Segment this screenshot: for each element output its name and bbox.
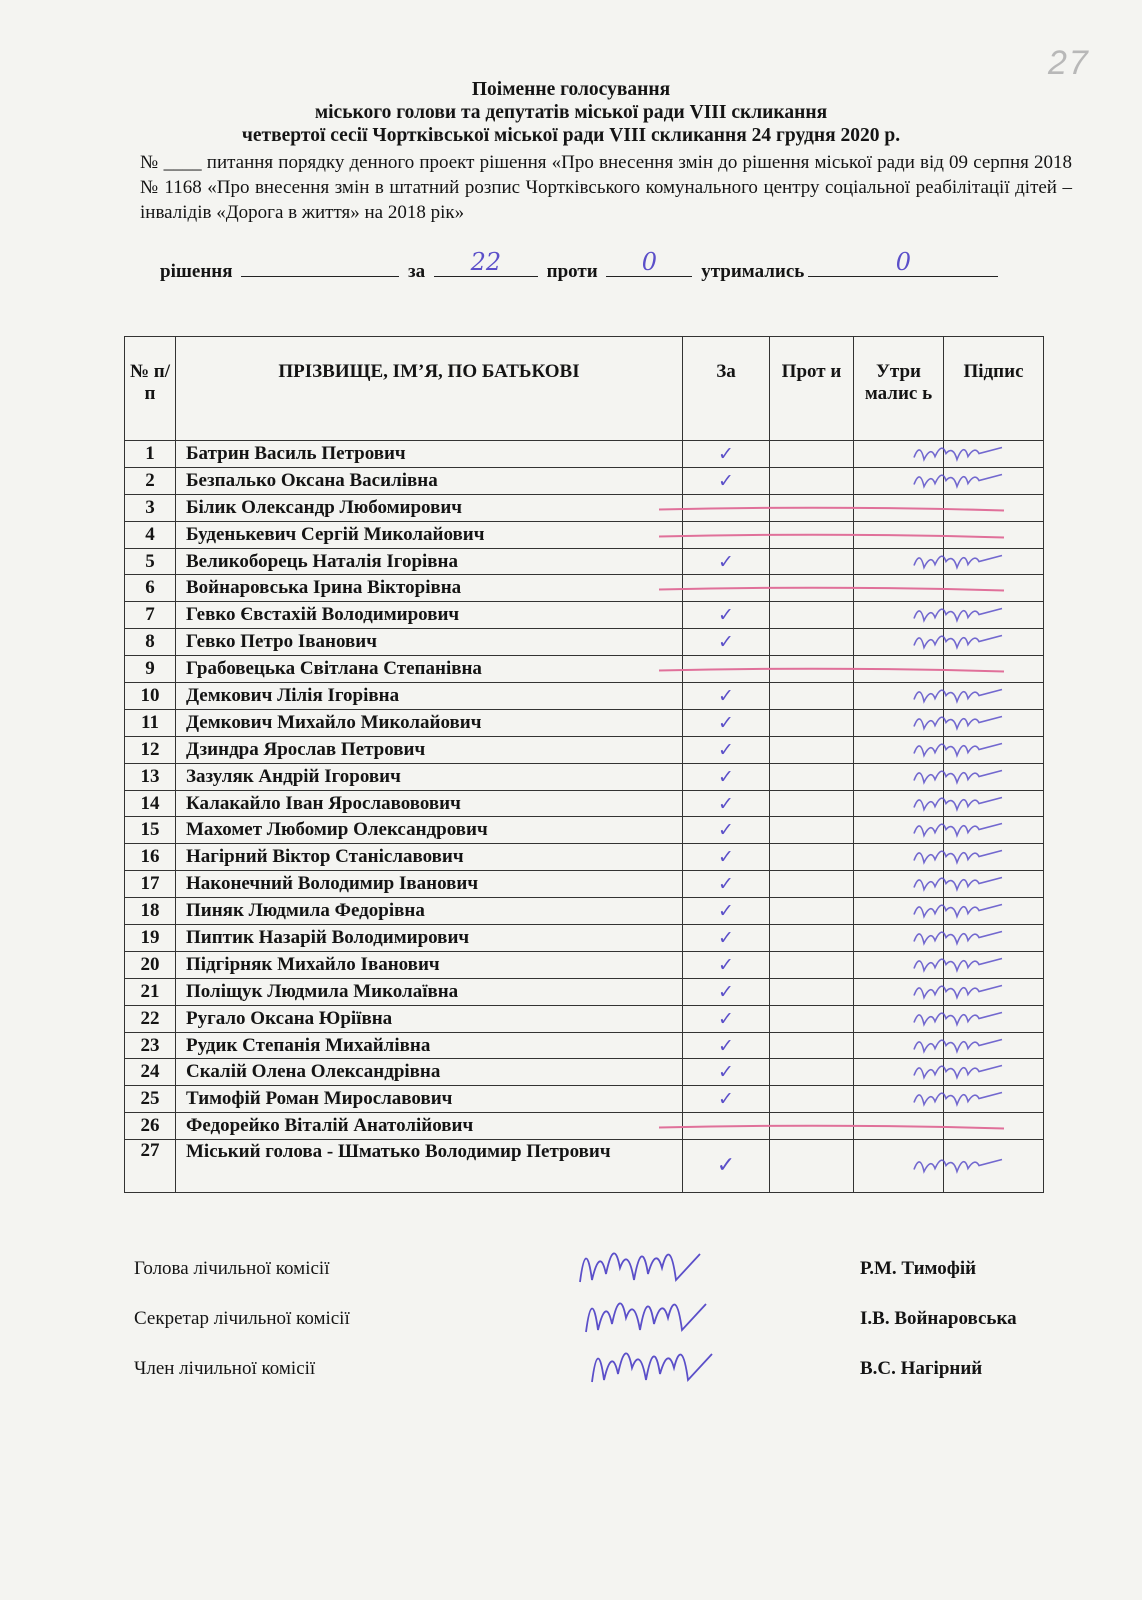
deputy-name: Грабовецька Світлана Степанівна — [176, 656, 683, 683]
for-count: 22 — [470, 248, 502, 276]
row-number: 26 — [125, 1113, 176, 1140]
vote-for-cell: ✓ — [683, 441, 770, 468]
header-against: Прот и — [770, 337, 854, 441]
deputy-name: Войнаровська Ірина Вікторівна — [176, 575, 683, 602]
table-row — [125, 709, 1044, 736]
deputy-name: Зазуляк Андрій Ігорович — [176, 763, 683, 790]
abstained-count: 0 — [895, 248, 911, 276]
signature-cell — [944, 898, 1044, 925]
deputy-name: Буденькевич Сергій Миколайович — [176, 521, 683, 548]
vote-for-cell: ✓ — [683, 1059, 770, 1086]
deputy-name: Нагірний Віктор Станіславович — [176, 844, 683, 871]
heading-line-3: четвертої сесії Чортківської міської ради VIII скликання 24 грудня 2020 р. — [241, 125, 901, 146]
signature-cell — [944, 441, 1044, 468]
table-row — [125, 602, 1044, 629]
table-row — [125, 467, 1044, 494]
row-number: 4 — [125, 521, 176, 548]
deputy-name: Гевко Євстахій Володимирович — [176, 602, 683, 629]
table-row — [125, 1059, 1044, 1086]
deputy-name: Махомет Любомир Олександрович — [176, 817, 683, 844]
vote-against-cell — [770, 951, 854, 978]
signature-cell — [944, 521, 1044, 548]
vote-abstained-cell — [854, 575, 944, 602]
vote-for-cell: ✓ — [683, 844, 770, 871]
signature-cell — [944, 871, 1044, 898]
signature-cell — [944, 602, 1044, 629]
deputy-name: Пиняк Людмила Федорівна — [176, 898, 683, 925]
commission-name-1: Р.М. Тимофій — [860, 1258, 977, 1279]
vote-for-cell: ✓ — [683, 1005, 770, 1032]
vote-against-cell — [770, 1086, 854, 1113]
signature-cell — [944, 844, 1044, 871]
row-number: 16 — [125, 844, 176, 871]
for-label: за — [408, 261, 426, 282]
decision-blank — [241, 258, 399, 277]
vote-against-cell — [770, 575, 854, 602]
row-number: 23 — [125, 1032, 176, 1059]
decision-label: рішення — [160, 261, 233, 282]
row-number: 24 — [125, 1059, 176, 1086]
table-row — [125, 548, 1044, 575]
commission-name-2: І.В. Войнаровська — [860, 1308, 1017, 1329]
vote-for-cell: ✓ — [683, 1032, 770, 1059]
vote-against-cell — [770, 494, 854, 521]
vote-abstained-cell — [854, 790, 944, 817]
vote-for-cell: ✓ — [683, 790, 770, 817]
table-row — [125, 871, 1044, 898]
vote-abstained-cell — [854, 736, 944, 763]
roll-call-table — [124, 336, 1044, 1193]
table-row — [125, 951, 1044, 978]
signature-cell — [944, 978, 1044, 1005]
table-row — [125, 683, 1044, 710]
vote-for-cell — [683, 494, 770, 521]
table-row — [125, 1086, 1044, 1113]
row-number: 21 — [125, 978, 176, 1005]
row-number: 8 — [125, 629, 176, 656]
row-number: 18 — [125, 898, 176, 925]
against-count: 0 — [641, 248, 658, 276]
vote-abstained-cell — [854, 1032, 944, 1059]
vote-abstained-cell — [854, 763, 944, 790]
row-number: 19 — [125, 925, 176, 952]
header-signature: Підпис — [944, 337, 1044, 441]
vote-abstained-cell — [854, 1140, 944, 1193]
vote-for-cell: ✓ — [683, 683, 770, 710]
vote-abstained-cell — [854, 441, 944, 468]
table-row — [125, 441, 1044, 468]
vote-for-cell: ✓ — [683, 898, 770, 925]
table-row — [125, 817, 1044, 844]
row-number: 17 — [125, 871, 176, 898]
vote-against-cell — [770, 629, 854, 656]
signature-cell — [944, 1059, 1044, 1086]
vote-for-cell — [683, 521, 770, 548]
deputy-name: Білик Олександр Любомирович — [176, 494, 683, 521]
signature-cell — [944, 736, 1044, 763]
vote-abstained-cell — [854, 898, 944, 925]
vote-against-cell — [770, 925, 854, 952]
table-row — [125, 1140, 1044, 1193]
vote-abstained-cell — [854, 978, 944, 1005]
header-full-name: ПРІЗВИЩЕ, ІМ’Я, ПО БАТЬКОВІ — [176, 337, 683, 441]
signature-cell — [944, 1113, 1044, 1140]
row-number: 9 — [125, 656, 176, 683]
table-row — [125, 656, 1044, 683]
vote-for-cell: ✓ — [683, 951, 770, 978]
heading-line-1: Поіменне голосування — [471, 79, 671, 100]
deputy-name: Калакайло Іван Ярославовович — [176, 790, 683, 817]
vote-for-cell — [683, 575, 770, 602]
vote-for-cell: ✓ — [683, 602, 770, 629]
row-number: 14 — [125, 790, 176, 817]
row-number: 10 — [125, 683, 176, 710]
vote-for-cell: ✓ — [683, 817, 770, 844]
page-number-handwritten: 27 — [1048, 44, 1090, 82]
row-number: 7 — [125, 602, 176, 629]
row-number: 22 — [125, 1005, 176, 1032]
header-number: № п/п — [125, 337, 176, 441]
vote-abstained-cell — [854, 951, 944, 978]
signature-cell — [944, 683, 1044, 710]
vote-abstained-cell — [854, 1086, 944, 1113]
row-number: 11 — [125, 709, 176, 736]
row-number: 20 — [125, 951, 176, 978]
vote-against-cell — [770, 602, 854, 629]
vote-against-cell — [770, 871, 854, 898]
deputy-name: Пиптик Назарій Володимирович — [176, 925, 683, 952]
vote-for-cell — [683, 1113, 770, 1140]
vote-against-cell — [770, 1113, 854, 1140]
vote-against-cell — [770, 1032, 854, 1059]
row-number: 25 — [125, 1086, 176, 1113]
vote-abstained-cell — [854, 925, 944, 952]
row-number: 1 — [125, 441, 176, 468]
signature-cell — [944, 925, 1044, 952]
table-row — [125, 844, 1044, 871]
deputy-name: Рудик Степанія Михайлівна — [176, 1032, 683, 1059]
table-row — [125, 763, 1044, 790]
table-row — [125, 1113, 1044, 1140]
table-row — [125, 629, 1044, 656]
abstained-label: утримались — [701, 261, 805, 282]
commission-signature-2 — [586, 1303, 706, 1332]
vote-for-cell: ✓ — [683, 1086, 770, 1113]
vote-against-cell — [770, 763, 854, 790]
vote-abstained-cell — [854, 548, 944, 575]
table-row — [125, 575, 1044, 602]
vote-for-cell: ✓ — [683, 871, 770, 898]
signature-cell — [944, 629, 1044, 656]
vote-against-cell — [770, 683, 854, 710]
commission-role-1: Голова лічильної комісії — [134, 1258, 330, 1279]
vote-against-cell — [770, 844, 854, 871]
row-number: 5 — [125, 548, 176, 575]
vote-against-cell — [770, 1005, 854, 1032]
vote-abstained-cell — [854, 871, 944, 898]
vote-for-cell: ✓ — [683, 736, 770, 763]
deputy-name: Федорейко Віталій Анатолійович — [176, 1113, 683, 1140]
vote-abstained-cell — [854, 844, 944, 871]
commission-signature-3 — [592, 1353, 712, 1382]
table-row — [125, 494, 1044, 521]
deputy-name: Батрин Василь Петрович — [176, 441, 683, 468]
table-row — [125, 1032, 1044, 1059]
decision-summary — [160, 248, 1002, 283]
deputy-name: Наконечний Володимир Іванович — [176, 871, 683, 898]
vote-for-cell: ✓ — [683, 978, 770, 1005]
signature-cell — [944, 709, 1044, 736]
vote-against-cell — [770, 709, 854, 736]
row-number: 3 — [125, 494, 176, 521]
commission-role-2: Секретар лічильної комісії — [134, 1308, 350, 1329]
abstained-count-field — [808, 248, 998, 277]
signature-cell — [944, 817, 1044, 844]
vote-against-cell — [770, 467, 854, 494]
vote-for-cell: ✓ — [683, 629, 770, 656]
vote-abstained-cell — [854, 709, 944, 736]
row-number: 27 — [125, 1140, 176, 1193]
table-row — [125, 1005, 1044, 1032]
vote-abstained-cell — [854, 467, 944, 494]
vote-against-cell — [770, 736, 854, 763]
row-number: 13 — [125, 763, 176, 790]
commission-name-3: В.С. Нагірний — [860, 1358, 983, 1379]
deputy-name: Міський голова - Шматько Володимир Петрович — [176, 1140, 683, 1193]
vote-for-cell: ✓ — [683, 548, 770, 575]
deputy-name: Поліщук Людмила Миколаївна — [176, 978, 683, 1005]
table-row — [125, 898, 1044, 925]
vote-abstained-cell — [854, 602, 944, 629]
vote-for-cell: ✓ — [683, 925, 770, 952]
vote-abstained-cell — [854, 1005, 944, 1032]
signature-cell — [944, 656, 1044, 683]
signature-cell — [944, 494, 1044, 521]
vote-abstained-cell — [854, 1059, 944, 1086]
signature-cell — [944, 790, 1044, 817]
vote-abstained-cell — [854, 817, 944, 844]
table-header-row — [125, 337, 1044, 441]
vote-against-cell — [770, 656, 854, 683]
against-count-field — [606, 248, 692, 277]
commission-role-3: Член лічильної комісії — [134, 1358, 316, 1379]
vote-abstained-cell — [854, 656, 944, 683]
vote-against-cell — [770, 978, 854, 1005]
vote-abstained-cell — [854, 683, 944, 710]
table-row — [125, 790, 1044, 817]
commission-signature-1 — [580, 1253, 700, 1282]
document-heading — [0, 78, 1142, 147]
deputy-name: Підгірняк Михайло Іванович — [176, 951, 683, 978]
against-label: проти — [546, 261, 598, 282]
vote-abstained-cell — [854, 1113, 944, 1140]
header-abstained: Утри малис ь — [854, 337, 944, 441]
heading-line-2: міського голови та депутатів міської ради VIII скликання — [314, 102, 828, 123]
vote-against-cell — [770, 790, 854, 817]
vote-for-cell: ✓ — [683, 1140, 770, 1193]
vote-against-cell — [770, 521, 854, 548]
deputy-name: Тимофій Роман Мирославович — [176, 1086, 683, 1113]
table-row — [125, 978, 1044, 1005]
vote-against-cell — [770, 898, 854, 925]
row-number: 6 — [125, 575, 176, 602]
agenda-question: № ____ питання порядку денного проект рішення «Про внесення змін до рішення міської ради від 09 серпня 2018 № 1168 «Про внесення змін в штатний розпис Чортківського комунального центру соціальної реабілітації дітей – інвалідів «Дорога в життя» на 2018 рік» — [140, 152, 1072, 223]
row-number: 2 — [125, 467, 176, 494]
signature-cell — [944, 575, 1044, 602]
for-count-field — [434, 248, 538, 277]
header-for: За — [683, 337, 770, 441]
vote-against-cell — [770, 548, 854, 575]
signature-cell — [944, 548, 1044, 575]
deputy-name: Ругало Оксана Юріївна — [176, 1005, 683, 1032]
deputy-name: Скалій Олена Олександрівна — [176, 1059, 683, 1086]
signature-cell — [944, 951, 1044, 978]
deputy-name: Демкович Михайло Миколайович — [176, 709, 683, 736]
signature-cell — [944, 763, 1044, 790]
table-row — [125, 925, 1044, 952]
signature-cell — [944, 1086, 1044, 1113]
vote-against-cell — [770, 817, 854, 844]
deputy-name: Великоборець Наталія Ігорівна — [176, 548, 683, 575]
vote-abstained-cell — [854, 629, 944, 656]
vote-for-cell — [683, 656, 770, 683]
deputy-name: Дзиндра Ярослав Петрович — [176, 736, 683, 763]
vote-abstained-cell — [854, 494, 944, 521]
vote-abstained-cell — [854, 521, 944, 548]
vote-for-cell: ✓ — [683, 467, 770, 494]
vote-for-cell: ✓ — [683, 709, 770, 736]
vote-against-cell — [770, 1140, 854, 1193]
vote-for-cell: ✓ — [683, 763, 770, 790]
table-row — [125, 736, 1044, 763]
signature-cell — [944, 467, 1044, 494]
deputy-name: Безпалько Оксана Василівна — [176, 467, 683, 494]
vote-against-cell — [770, 1059, 854, 1086]
vote-against-cell — [770, 441, 854, 468]
row-number: 12 — [125, 736, 176, 763]
signature-cell — [944, 1005, 1044, 1032]
deputy-name: Гевко Петро Іванович — [176, 629, 683, 656]
signature-cell — [944, 1140, 1044, 1193]
deputy-name: Демкович Лілія Ігорівна — [176, 683, 683, 710]
table-row — [125, 521, 1044, 548]
row-number: 15 — [125, 817, 176, 844]
signature-cell — [944, 1032, 1044, 1059]
